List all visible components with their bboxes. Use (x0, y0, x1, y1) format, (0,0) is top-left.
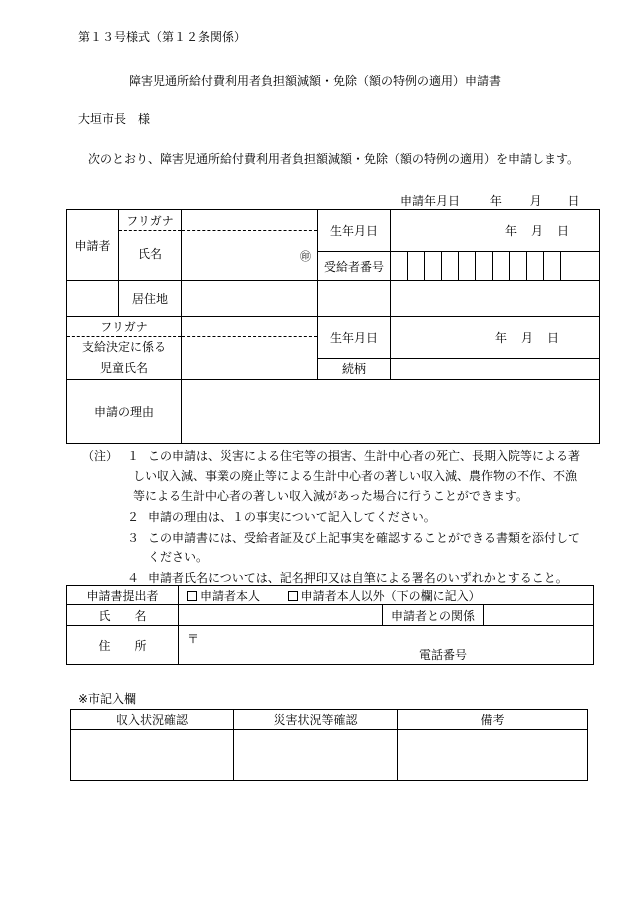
child-birth-month: 月 (520, 330, 533, 345)
form-number: 第１３号様式（第１２条関係） (78, 30, 247, 44)
option-self-checkbox[interactable] (187, 589, 260, 603)
birth-month: 月 (530, 224, 543, 238)
date-month: 月 (529, 194, 542, 208)
disaster-check-cell[interactable] (234, 730, 398, 781)
income-check-header: 収入状況確認 (71, 710, 234, 730)
birthdate-input[interactable] (391, 210, 600, 252)
city-section-label: ※市記入欄 (78, 692, 137, 706)
address-input[interactable] (182, 281, 318, 317)
remarks-header: 備考 (398, 710, 588, 730)
option-self-label: 申請者本人 (200, 588, 261, 603)
submitter-table (66, 585, 594, 665)
child-name-label-line2: 児童氏名 (99, 361, 148, 375)
application-table (66, 209, 600, 444)
submitter-label: 申請書提出者 (67, 586, 179, 605)
note-4-num: ４ (127, 571, 140, 585)
child-birth-day: 日 (546, 330, 559, 345)
note-1-num: １ (127, 449, 140, 463)
relationship-input[interactable] (391, 358, 600, 380)
city-table (70, 709, 588, 781)
furigana-input[interactable] (182, 210, 318, 231)
seal-icon: ㊞ (300, 249, 311, 263)
submitter-options (179, 586, 594, 605)
furigana-label: フリガナ (119, 210, 182, 231)
postal-mark: 〒 (187, 632, 200, 646)
form-title: 障害児通所給付費利用者負担額減額・免除（額の特例の適用）申請書 (128, 74, 501, 88)
submitter-name-label: 氏 名 (67, 605, 179, 626)
name-label: 氏名 (119, 231, 182, 281)
intro-text: 次のとおり、障害児通所給付費利用者負担額減額・免除（額の特例の適用）を申請します。 (88, 152, 580, 166)
note-2-num: ２ (127, 510, 140, 524)
birth-year: 年 (504, 224, 517, 238)
submitter-name-input[interactable] (179, 605, 383, 626)
relationship-label: 続柄 (318, 358, 391, 380)
address-extra-right (391, 281, 600, 317)
notes-label: （注） (82, 449, 119, 463)
birthdate-label: 生年月日 (318, 210, 391, 252)
note-3-line1: この申請書には、受給者証及び上記事実を確認することができる書類を添付して (148, 531, 581, 545)
child-birthdate-label: 生年月日 (318, 317, 391, 359)
option-other-label: 申請者本人以外（下の欄に記入） (300, 588, 481, 603)
income-check-cell[interactable] (71, 730, 234, 781)
child-furigana-label: フリガナ (67, 317, 182, 337)
submitter-address-input[interactable] (179, 626, 594, 665)
recipient-number-label: 受給者番号 (318, 252, 391, 281)
note-3-num: ３ (127, 531, 140, 545)
child-birthdate-input[interactable] (391, 317, 600, 359)
note-1-line1: この申請は、災害による住宅等の損害、生計中心者の死亡、長期入院等による著 (148, 449, 581, 463)
note-2-line1: 申請の理由は、１の事実について記入してください。 (148, 510, 436, 524)
date-day: 日 (567, 194, 580, 208)
recipient-number-input[interactable] (391, 252, 600, 281)
applicant-label: 申請者 (67, 210, 119, 281)
submitter-address-label: 住 所 (67, 626, 179, 665)
note-3-line2: ください。 (148, 550, 209, 564)
remarks-cell[interactable] (398, 730, 588, 781)
note-1-line2: しい収入減、事業の廃止等による生計中心者の著しい収入減、農作物の不作、不漁 (133, 469, 578, 483)
note-4-line1: 申請者氏名については、記名押印又は自筆による署名のいずれかとすること。 (148, 571, 568, 585)
phone-label: 電話番号 (419, 648, 468, 662)
option-other-checkbox[interactable] (288, 589, 481, 603)
relation-label: 申請者との関係 (383, 605, 484, 626)
child-birth-year: 年 (494, 330, 507, 345)
birth-day: 日 (556, 224, 569, 238)
addressee: 大垣市長 様 (78, 112, 151, 126)
child-name-label-line1: 支給決定に係る (81, 340, 166, 354)
address-label: 居住地 (119, 281, 182, 317)
reason-input[interactable] (182, 380, 600, 444)
date-year: 年 (489, 194, 502, 208)
applicant-label-cont (67, 281, 119, 317)
note-1-line3: 等による生計中心者の著しい収入減があった場合に行うことができます。 (133, 489, 528, 503)
reason-label: 申請の理由 (67, 380, 182, 444)
checkbox-icon (187, 591, 197, 601)
address-extra (318, 281, 391, 317)
application-date-label: 申請年月日 (400, 194, 461, 208)
name-input[interactable] (182, 231, 318, 281)
relation-input[interactable] (484, 605, 594, 626)
checkbox-icon (288, 591, 298, 601)
application-date[interactable] (400, 192, 580, 209)
child-furigana-input[interactable] (182, 317, 318, 337)
child-name-label (67, 337, 182, 380)
child-name-input[interactable] (182, 337, 318, 380)
disaster-check-header: 災害状況等確認 (234, 710, 398, 730)
